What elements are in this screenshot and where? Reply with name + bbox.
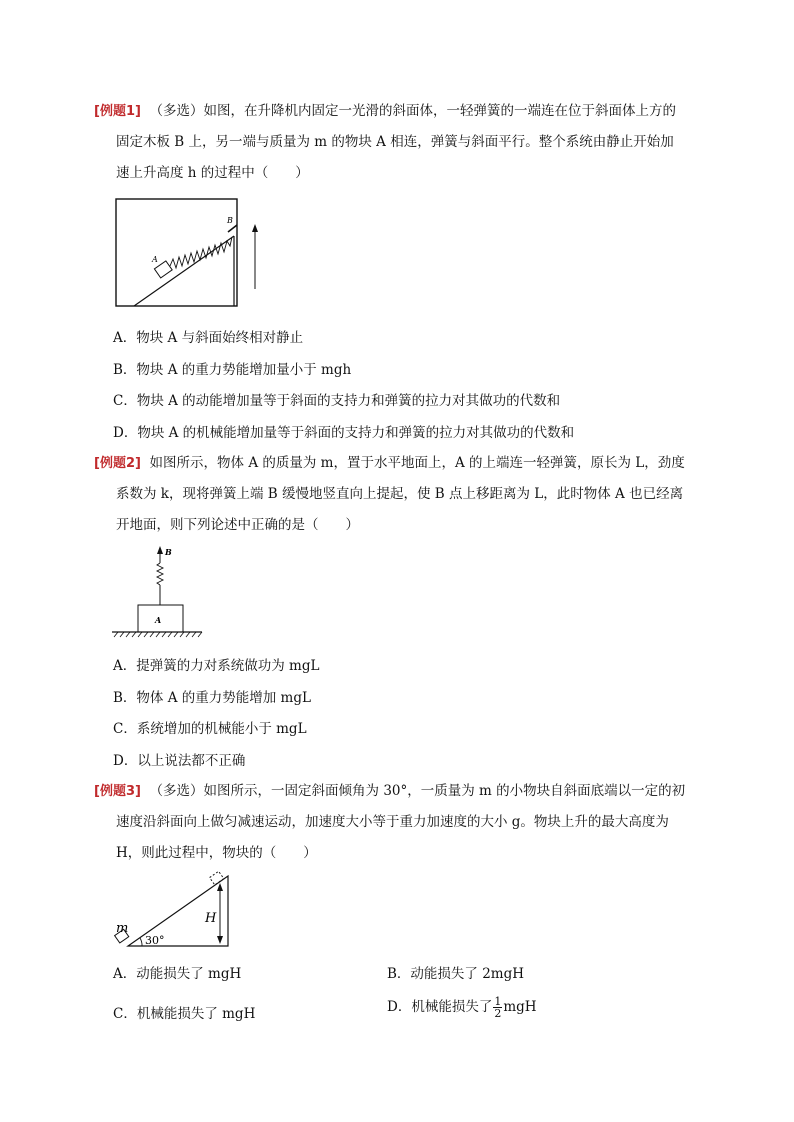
- angle-arc: [140, 938, 142, 946]
- problem-1-line-3: 速上升高度 h 的过程中（ ）: [116, 165, 309, 181]
- problem-2-tag: [例题2]: [94, 456, 141, 471]
- label-b: B: [165, 547, 172, 557]
- problem-3-option-d[interactable]: D．机械能损失了 $\frac{1}{2}$ mgH: [387, 995, 537, 1020]
- arrowhead-up-icon: [217, 883, 223, 891]
- problem-2-stem: [94, 448, 704, 541]
- spring: [157, 563, 163, 585]
- problem-2-option-a[interactable]: A．提弹簧的力对系统做功为 mgL: [113, 658, 320, 674]
- problem-1-option-d[interactable]: D．物块 A 的机械能增加量等于斜面的支持力和弹簧的拉力对其做功的代数和: [113, 425, 575, 441]
- problem-3-tag: [例题3]: [94, 784, 141, 799]
- board-b: [228, 225, 237, 232]
- problem-1-option-b[interactable]: B．物块 A 的重力势能增加量小于 mgh: [113, 362, 352, 378]
- problem-1-line-2: 固定木板 B 上，另一端与质量为 m 的物块 A 相连，弹簧与斜面平行。整个系统由静止开始加: [116, 134, 674, 150]
- ground-hatch: [114, 632, 202, 637]
- arrowhead-icon: [252, 224, 258, 232]
- problem-2-option-d[interactable]: D．以上说法都不正确: [113, 753, 246, 769]
- problem-2-line-2: 系数为 k，现将弹簧上端 B 缓慢地竖直向上提起，使 B 点上移距离为 L，此时物体 A 也已经离: [116, 486, 684, 502]
- label-angle: 30°: [145, 934, 165, 947]
- problem-2-figure: [110, 545, 210, 641]
- problem-1-line-1: [例题1] （多选）如图，在升降机内固定一光滑的斜面体，一轻弹簧的一端连在位于斜面体上方的: [94, 103, 677, 119]
- label-b: B: [227, 216, 233, 225]
- problem-1-stem: [94, 96, 704, 189]
- problem-2-line-3: 开地面，则下列论述中正确的是（ ）: [116, 517, 359, 533]
- problem-2-line-1: [例题2] 如图所示，物体 A 的质量为 m，置于水平地面上，A 的上端连一轻弹簧，原长为 L，劲度: [94, 455, 685, 471]
- spring: [170, 237, 232, 268]
- problem-1-option-a[interactable]: A．物块 A 与斜面始终相对静止: [113, 330, 304, 346]
- problem-3-figure: [108, 868, 238, 950]
- label-m: m: [116, 921, 129, 936]
- problem-2-option-b[interactable]: B．物体 A 的重力势能增加 mgL: [113, 690, 311, 706]
- arrowhead-down-icon: [217, 936, 223, 944]
- incline-surface: [134, 236, 234, 306]
- problem-3-stem: [94, 776, 704, 869]
- problem-3-line-1: [例题3] （多选）如图所示，一固定斜面倾角为 30°，一质量为 m 的小物块自斜面底端以一定的初: [94, 783, 686, 799]
- problem-3-option-b[interactable]: B．动能损失了 2mgH: [387, 966, 525, 982]
- fraction-one-half: $\frac{1}{2}$: [494, 995, 502, 1020]
- problem-1-option-c[interactable]: C．物块 A 的动能增加量等于斜面的支持力和弹簧的拉力对其做功的代数和: [113, 393, 561, 409]
- problem-1-figure: [112, 196, 272, 312]
- problem-2-option-c[interactable]: C．系统增加的机械能小于 mgL: [113, 721, 307, 737]
- problem-3-option-a[interactable]: A．动能损失了 mgH: [113, 966, 242, 982]
- block-top-dashed: [210, 871, 224, 885]
- arrowhead-icon: [157, 546, 163, 554]
- problem-3-line-3: H，则此过程中，物块的（ ）: [116, 845, 317, 861]
- problem-3-option-c[interactable]: C．机械能损失了 mgH: [113, 1006, 256, 1022]
- label-h: H: [205, 911, 217, 926]
- label-a: A: [155, 615, 162, 625]
- label-a: A: [152, 255, 158, 264]
- problem-3-line-2: 速度沿斜面向上做匀减速运动，加速度大小等于重力加速度的大小 g。物块上升的最大高度为: [116, 814, 669, 830]
- problem-1-tag: [例题1]: [94, 104, 141, 119]
